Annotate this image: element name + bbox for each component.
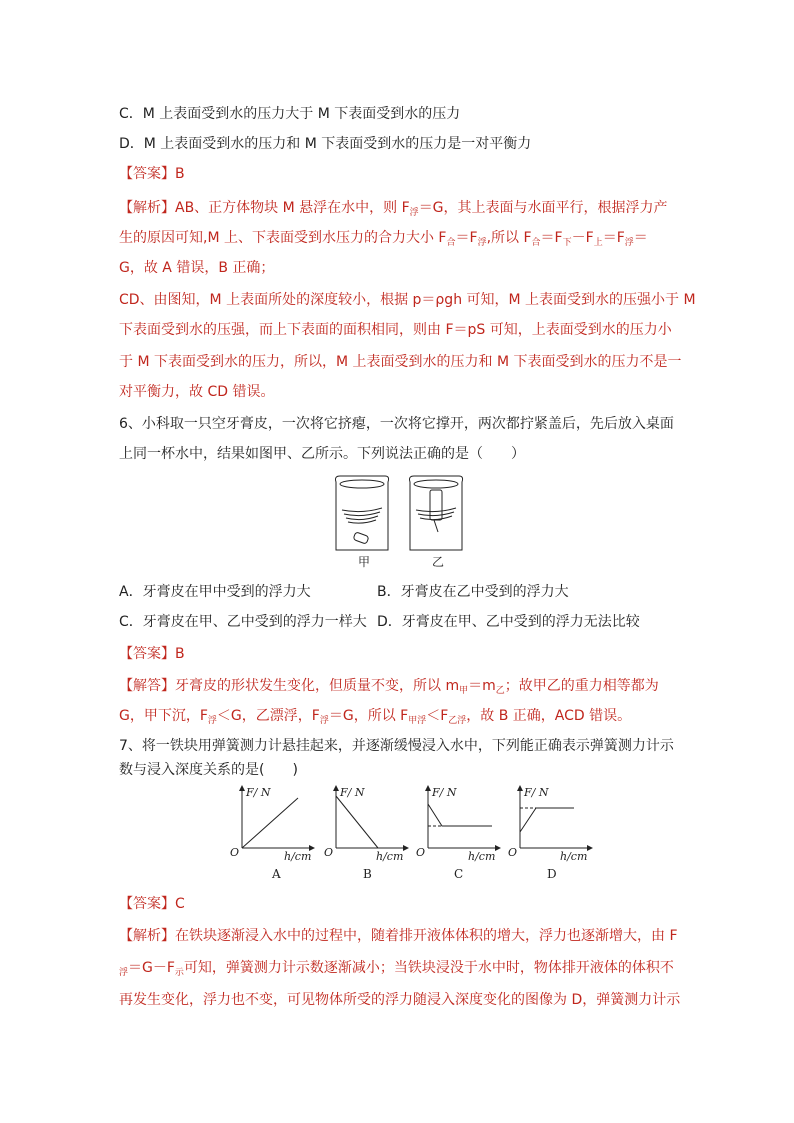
q5-analysis-line-3: G，故 A 错误，B 正确；	[119, 260, 275, 276]
answer-value: B	[175, 646, 185, 662]
q6-option-b: B．牙膏皮在乙中受到的浮力大	[377, 584, 569, 600]
graph-d-x-label: h/cm	[560, 850, 588, 863]
graph-a-line	[242, 798, 298, 848]
graph-b-line	[336, 796, 378, 848]
q6-answer	[119, 644, 185, 664]
q6-stem-line-1: 6、小科取一只空牙膏皮，一次将它挤瘪，一次将它撑开，两次都拧紧盖后，先后放入桌面	[119, 416, 674, 432]
q5-analysis-line-7: 对平衡力，故 CD 错误。	[119, 384, 275, 400]
q5-option-d: D．M 上表面受到水的压力和 M 下表面受到水的压力是一对平衡力	[119, 136, 532, 152]
q7-analysis-line-1: 【解析】在铁块逐渐浸入水中的过程中，随着排开液体体积的增大，浮力也逐渐增大，由 F	[119, 928, 678, 944]
graph-b-caption: B	[363, 867, 372, 881]
answer-value: C	[175, 896, 185, 912]
answer-label: 【答案】	[119, 166, 175, 182]
graph-b-x-label: h/cm	[376, 850, 404, 863]
graph-c-x-label: h/cm	[468, 850, 496, 863]
q6-option-c: C．牙膏皮在甲、乙中受到的浮力一样大	[119, 614, 367, 630]
q6-analysis-line-2: G，甲下沉，$F_浮<G$，乙漂浮，$F_浮=G$，所以 $F_{甲浮}<F_{乙浮}$，故 B 正确，ACD 错误。	[119, 708, 632, 726]
graphs-figure	[228, 782, 598, 882]
graph-d-caption: D	[547, 867, 557, 881]
graph-b-origin: O	[324, 846, 334, 859]
answer-label: 【答案】	[119, 896, 175, 912]
q7-answer	[119, 894, 185, 914]
beaker-yi	[410, 476, 463, 550]
q7-analysis-line-3: 再发生变化，浮力也不变，可见物体所受的浮力随浸入深度变化的图像为 D，弹簧测力计示	[119, 992, 681, 1008]
q6-stem-line-2: 上同一杯水中，结果如图甲、乙所示。下列说法正确的是（ ）	[119, 446, 525, 462]
beaker-jia	[336, 476, 389, 550]
q7-stem-line-2: 数与浸入深度关系的是( )	[119, 762, 298, 778]
q6-analysis-line-1: 【解答】牙膏皮的形状发生变化，但质量不变，所以 $m_甲=m_乙$；故甲乙的重力相等都为	[119, 678, 659, 696]
graph-d-line	[520, 808, 574, 832]
graph-c-caption: C	[454, 867, 464, 881]
q5-analysis-line-1: 【解析】AB、正方体物块 M 悬浮在水中，则 $F_浮=G$，其上表面与水面平行，根据浮力产	[119, 200, 668, 218]
graph-a	[230, 786, 312, 881]
graph-c-y-label: F/ N	[432, 786, 457, 799]
graph-c	[416, 786, 498, 881]
graph-b	[324, 786, 406, 881]
q7-stem-line-1: 7、将一铁块用弹簧测力计悬挂起来，并逐渐缓慢浸入水中，下列能正确表示弹簧测力计示	[119, 738, 674, 754]
q7-analysis-line-2: $_浮=G-F_示$可知，弹簧测力计示数逐渐减小；当铁块浸没于水中时，物体排开液体的体积不	[119, 960, 674, 978]
graph-c-origin: O	[416, 846, 426, 859]
q6-option-a: A．牙膏皮在甲中受到的浮力大	[119, 584, 311, 600]
graph-a-x-label: h/cm	[284, 850, 312, 863]
analysis-label: 【解析】	[119, 928, 175, 944]
q5-analysis-line-6: 于 M 下表面受到水的压力，所以，M 上表面受到水的压力和 M 下表面受到水的压力不是一	[119, 354, 682, 370]
fig-label-jia: 甲	[358, 555, 371, 569]
q6-option-d: D．牙膏皮在甲、乙中受到的浮力无法比较	[377, 614, 640, 630]
q5-analysis-line-5: 下表面受到水的压强，而上下表面的面积相同，则由 F＝pS 可知，上表面受到水的压力小	[119, 322, 672, 338]
answer-value: B	[175, 166, 185, 182]
q5-analysis-line-4: CD、由图知，M 上表面所处的深度较小，根据 p＝ρgh 可知，M 上表面受到水的压强小于 M	[119, 292, 696, 308]
graph-d-origin: O	[508, 846, 518, 859]
graph-d	[508, 786, 590, 881]
answer-label: 【答案】	[119, 646, 175, 662]
graph-a-caption: A	[272, 867, 281, 881]
analysis-label: 【解答】	[119, 678, 175, 694]
graph-a-origin: O	[230, 846, 240, 859]
beaker-figure	[330, 470, 470, 570]
graph-b-y-label: F/ N	[340, 786, 365, 799]
q5-analysis-line-2: 生的原因可知,M 上、下表面受到水压力的合力大小 $F_合=F_浮$,所以 $F_合=F_下-F_上=F_浮=$	[119, 230, 648, 248]
graph-a-y-label: F/ N	[246, 786, 271, 799]
graph-d-y-label: F/ N	[524, 786, 549, 799]
fig-label-yi: 乙	[432, 555, 445, 569]
q5-answer	[119, 164, 185, 184]
q5-option-c: C．M 上表面受到水的压力大于 M 下表面受到水的压力	[119, 106, 461, 122]
analysis-label: 【解析】	[119, 200, 175, 216]
graph-c-line	[428, 804, 492, 826]
